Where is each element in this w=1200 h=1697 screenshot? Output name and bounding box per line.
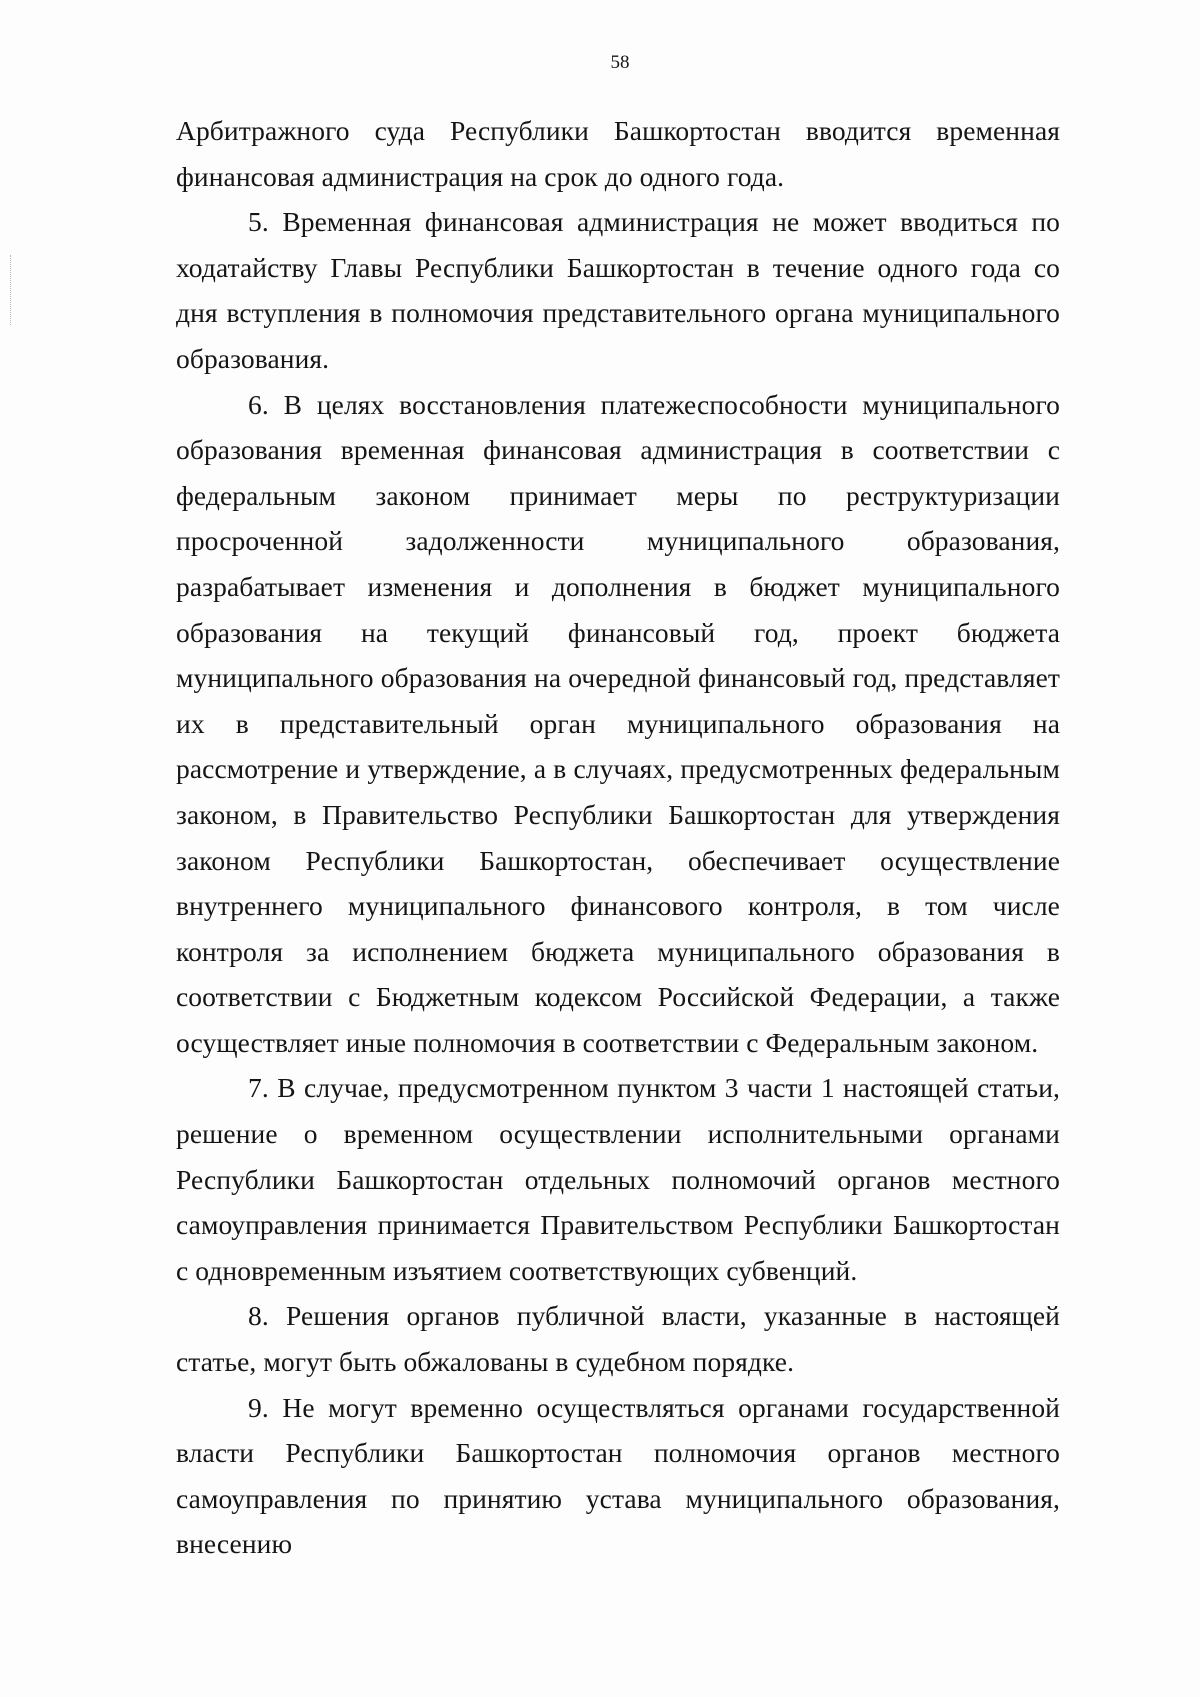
paragraph-item-7: 7. В случае, предусмотренном пунктом 3 части 1 настоящей статьи, решение о временном осуществлении исполнительными органами Республики Башкортостан отдельных полномочий органов местного самоуправления принимается Правительством Республики Башкортостан с одновременным изъятием соответствующих субвенций. [176, 1072, 1060, 1286]
paragraph-item-5: 5. Временная финансовая администрация не может вводиться по ходатайству Главы Республики Башкортостан в течение одного года со дня вступления в полномочия представительного органа муниципального образования. [176, 206, 1060, 374]
paragraph-item-6: 6. В целях восстановления платежеспособности муниципального образования временная финансовая администрация в соответствии с федеральным законом принимает меры по реструктуризации просроченной задолженности муниципального образования, разрабатывает изменения и дополнения в бюджет муниципального образования на текущий финансовый год, проект бюджета муниципального образования на очередной финансовый год, представляет их в представительный орган муниципального образования на рассмотрение и утверждение, а в случаях, предусмотренных федеральным законом, в Правительство Республики Башкортостан для утверждения законом Республики Башкортостан, обеспечивает осуществление внутреннего муниципального финансового контроля, в том числе контроля за исполнением бюджета муниципального образования в соответствии с Бюджетным кодексом Российской Федерации, а также осуществляет иные полномочия в соответствии с Федеральным законом. [176, 388, 1060, 1058]
paragraph-continuation: Арбитражного суда Республики Башкортостан вводится временная финансовая администрация на срок до одного года. [176, 115, 1060, 192]
paragraph-item-8: 8. Решения органов публичной власти, указанные в настоящей статье, могут быть обжалованы в судебном порядке. [176, 1300, 1060, 1378]
paragraph-item-9: 9. Не могут временно осуществляться органами государственной власти Республики Башкортостан полномочия органов местного самоуправления по принятию устава муниципального образования, внесению [176, 1391, 1060, 1560]
scan-artifact-mark [10, 255, 13, 325]
page-number: 58 [610, 52, 630, 73]
document-body [176, 108, 1060, 1567]
